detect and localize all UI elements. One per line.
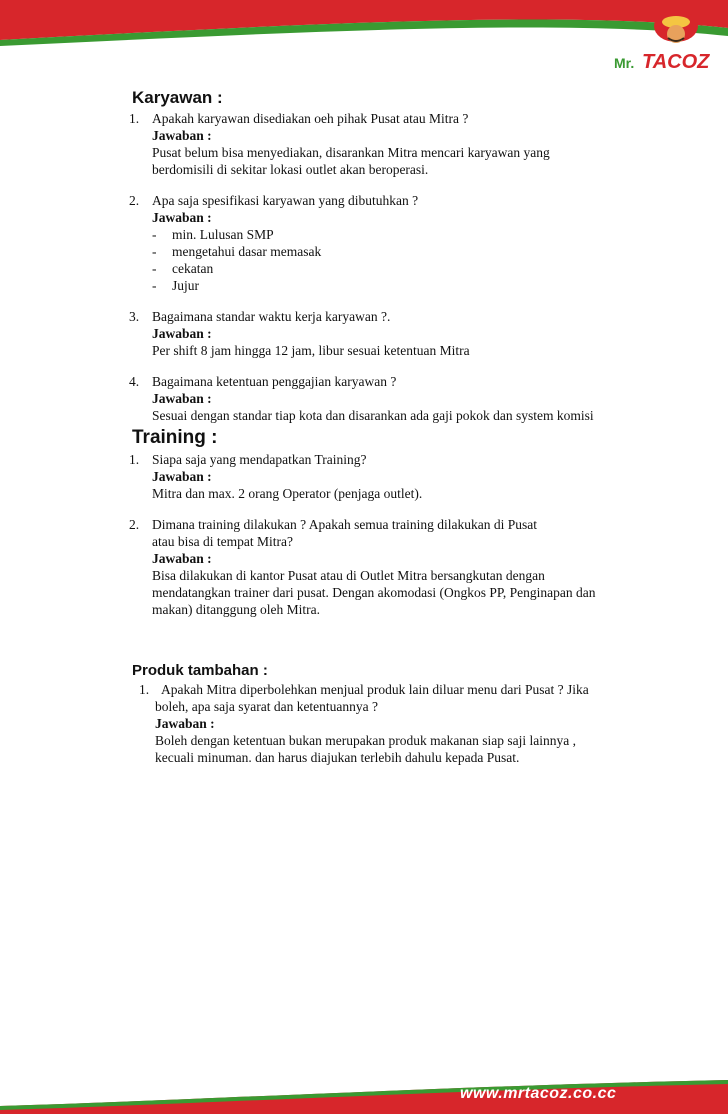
logo-tacoz-text: TACOZ <box>642 51 710 73</box>
answer-line: kecuali minuman. dan harus diajukan terlebih dahulu kepada Pusat. <box>155 750 520 765</box>
answer-label: Jawaban : <box>152 210 212 225</box>
bullet-text: mengetahui dasar memasak <box>172 244 322 259</box>
item-number: 1. <box>129 452 140 467</box>
logo-mr-text: Mr. <box>614 55 635 71</box>
faq-content <box>129 88 653 766</box>
bullet-text: cekatan <box>172 261 214 276</box>
answer-label: Jawaban : <box>152 391 212 406</box>
footer-url: www.mrtacoz.co.cc <box>460 1085 617 1102</box>
bullet-item: - mengetahui dasar memasak <box>152 244 322 259</box>
bullet-item: - Jujur <box>152 278 199 293</box>
bullet-item: - min. Lulusan SMP <box>152 227 274 242</box>
faq-item <box>129 373 653 424</box>
faq-item <box>129 308 653 359</box>
answer-label: Jawaban : <box>155 716 215 731</box>
answer-line: Sesuai dengan standar tiap kota dan disarankan ada gaji pokok dan system komisi <box>152 408 594 423</box>
item-number: 1. <box>139 682 150 697</box>
answer-line: mendatangkan trainer dari pusat. Dengan akomodasi (Ongkos PP, Penginapan dan <box>152 585 596 600</box>
faq-item <box>129 451 653 502</box>
question-text: Apa saja spesifikasi karyawan yang dibutuhkan ? <box>152 193 419 208</box>
item-number: 3. <box>129 309 140 324</box>
answer-line: Mitra dan max. 2 orang Operator (penjaga outlet). <box>152 486 423 501</box>
bullet-item: - cekatan <box>152 261 214 276</box>
question-text: Apakah karyawan disediakan oeh pihak Pusat atau Mitra ? <box>152 111 469 126</box>
faq-item <box>133 681 653 766</box>
answer-label: Jawaban : <box>152 128 212 143</box>
answer-label: Jawaban : <box>152 326 212 341</box>
question-text: Bagaimana ketentuan penggajian karyawan ? <box>152 374 397 389</box>
faq-item <box>129 516 653 618</box>
faq-item <box>129 192 653 294</box>
section-title-karyawan: Karyawan : <box>132 88 223 107</box>
answer-line: makan) ditanggung oleh Mitra. <box>152 602 320 617</box>
section-title-training: Training : <box>132 427 218 448</box>
answer-line: Per shift 8 jam hingga 12 jam, libur sesuai ketentuan Mitra <box>152 343 470 358</box>
item-number: 2. <box>129 193 140 208</box>
answer-line: berdomisili di sekitar lokasi outlet akan beroperasi. <box>152 162 429 177</box>
item-number: 1. <box>129 111 140 126</box>
question-text: Siapa saja yang mendapatkan Training? <box>152 452 367 467</box>
section-title-produk-tambahan: Produk tambahan : <box>132 662 268 679</box>
faq-item <box>129 110 653 178</box>
item-number: 2. <box>129 517 140 532</box>
question-text-continued: boleh, apa saja syarat dan ketentuannya ? <box>155 699 379 714</box>
item-number: 4. <box>129 374 140 389</box>
bullet-text: min. Lulusan SMP <box>172 227 274 242</box>
bullet-text: Jujur <box>172 278 199 293</box>
answer-line: Boleh dengan ketentuan bukan merupakan produk makanan siap saji lainnya , <box>155 733 576 748</box>
answer-line: Pusat belum bisa menyediakan, disarankan Mitra mencari karyawan yang <box>152 145 550 160</box>
answer-label: Jawaban : <box>152 469 212 484</box>
question-text: Bagaimana standar waktu kerja karyawan ?. <box>152 309 391 324</box>
question-text: Dimana training dilakukan ? Apakah semua training dilakukan di Pusat <box>152 517 538 532</box>
answer-label: Jawaban : <box>152 551 212 566</box>
mr-tacoz-logo <box>600 2 728 82</box>
answer-line: Bisa dilakukan di kantor Pusat atau di Outlet Mitra bersangkutan dengan <box>152 568 545 583</box>
question-text: Apakah Mitra diperbolehkan menjual produk lain diluar menu dari Pusat ? Jika <box>161 682 589 697</box>
footer-band <box>0 1080 728 1114</box>
question-text-continued: atau bisa di tempat Mitra? <box>152 534 293 549</box>
